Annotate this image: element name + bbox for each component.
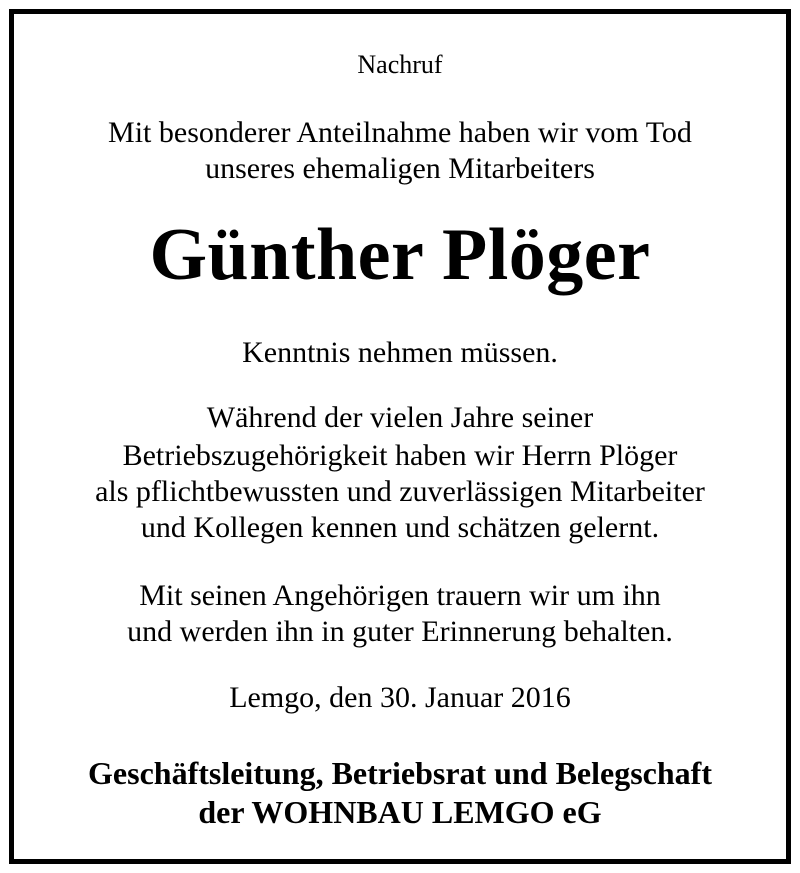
years-paragraph-line-1: Während der vielen Jahre seiner (206, 401, 594, 434)
intro-line-1: Mit besonderer Anteilnahme haben wir vom Tod (108, 116, 692, 149)
mourning-paragraph-line-2: und werden ihn in guter Erinnerung behalten. (127, 615, 673, 648)
intro-line-2: unseres ehemaligen Mitarbeiters (205, 152, 595, 185)
deceased-name: Günther Plöger (149, 214, 651, 296)
obituary-heading: Nachruf (357, 50, 443, 79)
after-name-line: Kenntnis nehmen müssen. (242, 336, 558, 369)
signature-line-1: Geschäftsleitung, Betriebsrat und Belegschaft (88, 755, 712, 791)
years-paragraph-line-3: als pflichtbewussten und zuverlässigen Mitarbeiter (95, 475, 705, 508)
years-paragraph-line-2: Betriebszugehörigkeit haben wir Herrn Plöger (122, 439, 678, 472)
years-paragraph-line-4: und Kollegen kennen und schätzen gelernt. (140, 511, 660, 544)
place-and-date: Lemgo, den 30. Januar 2016 (229, 681, 571, 714)
signature-line-2: der WOHNBAU LEMGO eG (198, 794, 602, 830)
mourning-paragraph-line-1: Mit seinen Angehörigen trauern wir um ihn (139, 579, 661, 612)
